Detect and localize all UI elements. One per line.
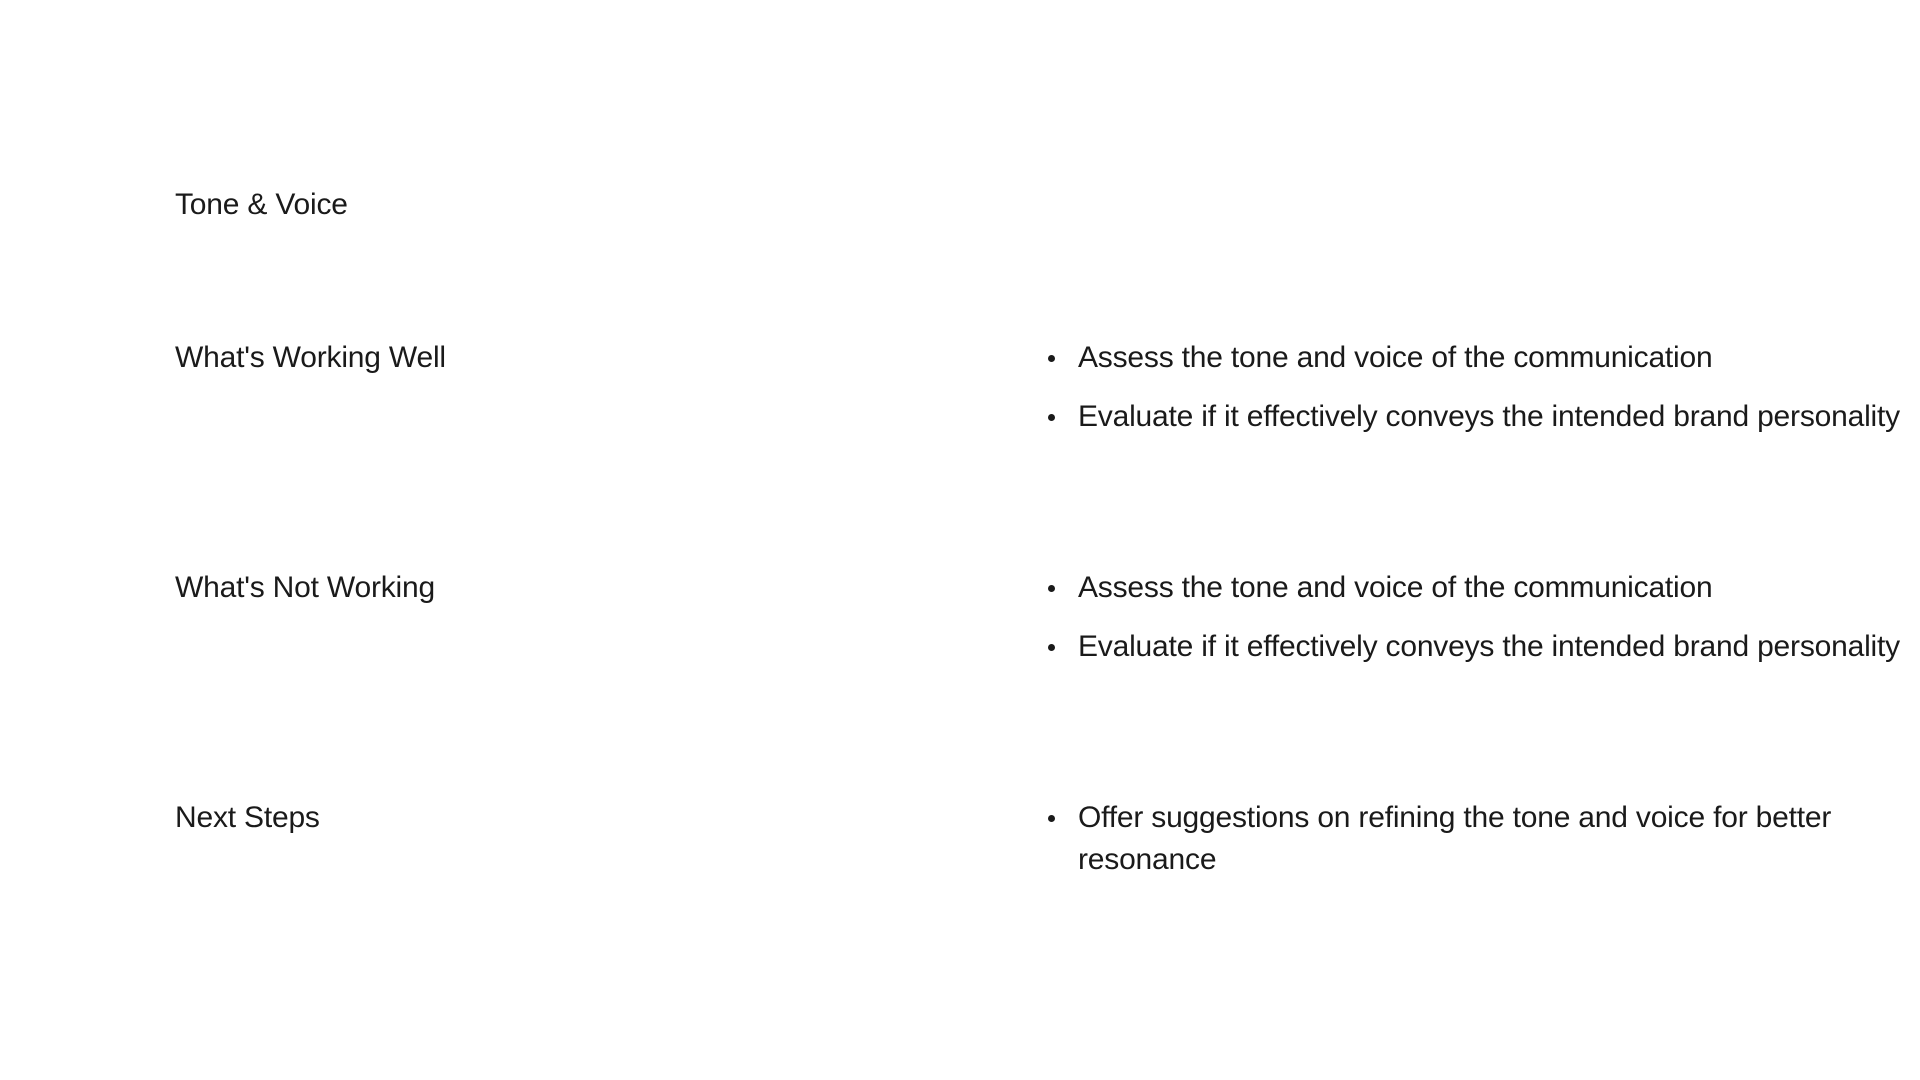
bullet-dot-icon [1048,414,1055,421]
bullet-dot-icon [1048,815,1055,822]
bullet-item [1048,797,1920,881]
bullet-text: Assess the tone and voice of the communication [1078,341,1713,374]
bullet-dot-icon [1048,355,1055,362]
bullet-item [1048,626,1920,668]
section-label: What's Not Working [175,571,435,604]
bullet-dot-icon [1048,644,1055,651]
bullet-text: Evaluate if it effectively conveys the intended brand personality [1078,400,1900,433]
bullet-list [1048,567,1920,685]
bullet-list [1048,337,1920,455]
section-label: Next Steps [175,801,320,834]
bullet-list [1048,797,1920,898]
slide-title: Tone & Voice [175,188,348,221]
bullet-item [1048,567,1920,609]
bullet-text: Offer suggestions on refining the tone and voice for better resonance [1078,801,1832,876]
bullet-text: Assess the tone and voice of the communication [1078,571,1713,604]
bullet-item [1048,396,1920,438]
bullet-item [1048,337,1920,379]
bullet-dot-icon [1048,585,1055,592]
section-label: What's Working Well [175,341,446,374]
bullet-text: Evaluate if it effectively conveys the intended brand personality [1078,630,1900,663]
